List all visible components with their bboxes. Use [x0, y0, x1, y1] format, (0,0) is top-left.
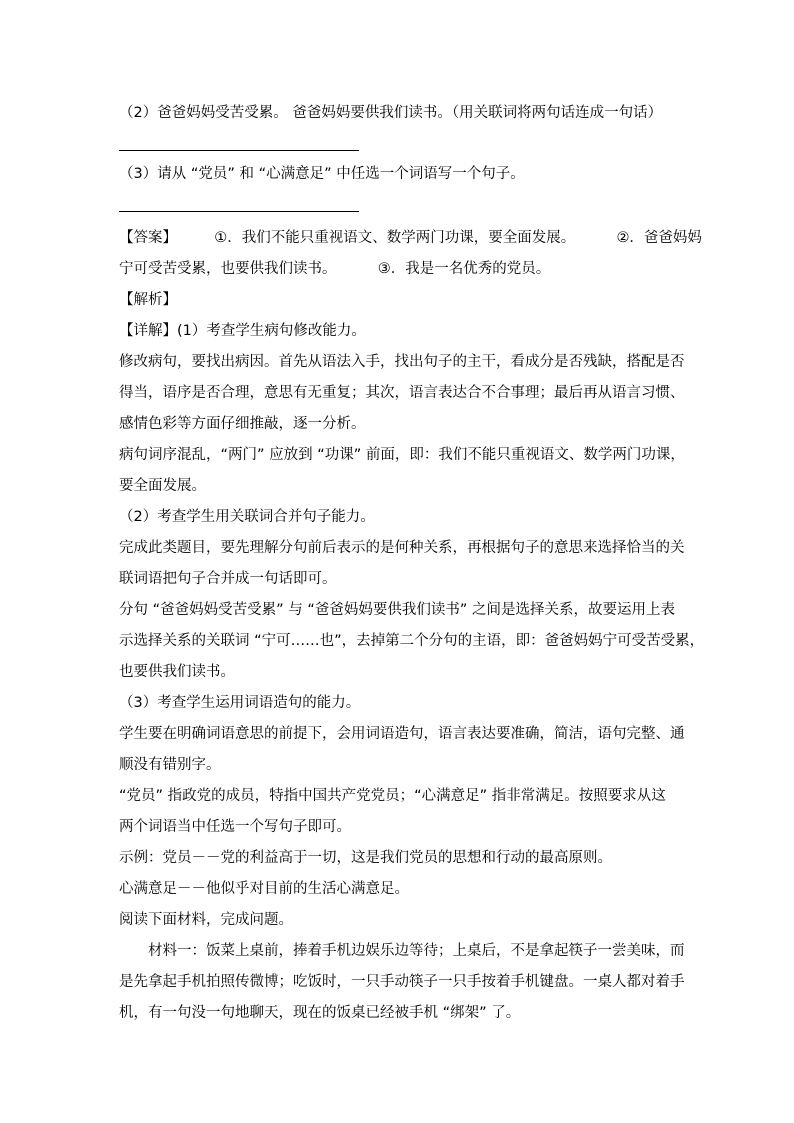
answer-blank-line-3[interactable]: [119, 211, 359, 212]
analysis-line: 顺没有错别字。: [119, 757, 221, 773]
analysis-line: 学生要在明确词语意思的前提下，会用词语造句，语言表达要准确，简洁，语句完整、通: [119, 726, 685, 742]
analysis-line: （3）考查学生运用词语造句的能力。: [119, 695, 361, 711]
analysis-label: 【解析】: [119, 292, 177, 308]
analysis-line: 病句词序混乱，“两门” 应放到 “功课” 前面，即：我们不能只重视语文、数学两门功课，: [119, 447, 685, 463]
analysis-line: 完成此类题目，要先理解分句前后表示的是何种关系，再根据句子的意思来选择恰当的关: [119, 540, 685, 556]
question-2: （2）爸爸妈妈受苦受累。 爸爸妈妈要供我们读书。（用关联词将两句话连成一句话）: [119, 105, 663, 121]
analysis-line: 也要供我们读书。: [119, 664, 235, 680]
answer-2-start: ②．爸爸妈妈: [616, 230, 702, 246]
analysis-line: 修改病句，要找出病因。首先从语法入手，找出句子的主干，看成分是否残缺，搭配是否: [119, 354, 685, 370]
analysis-line: 心满意足－－他似乎对目前的生活心满意足。: [119, 881, 409, 897]
analysis-line: 示例：党员－－党的利益高于一切，这是我们党员的思想和行动的最高原则。: [119, 850, 612, 866]
analysis-line: 两个词语当中任选一个写句子即可。: [119, 819, 351, 835]
answer-2-cont: 宁可受苦受累，也要供我们读书。: [119, 261, 337, 277]
analysis-line: 【详解】(1）考查学生病句修改能力。: [119, 323, 366, 339]
answer-line-1: [119, 228, 702, 248]
reading-line: 材料一：饭菜上桌前，捧着手机边娱乐边等待；上桌后，不是拿起筷子一尝美味，而: [148, 943, 685, 959]
analysis-line: 感情色彩等方面仔细推敲，逐一分析。: [119, 416, 366, 432]
analysis-line: （2）考查学生用关联词合并句子能力。: [119, 509, 375, 525]
reading-intro: 阅读下面材料，完成问题。: [119, 912, 293, 928]
answer-1: ①．我们不能只重视语文、数学两门功课，要全面发展。: [214, 230, 576, 246]
question-3: （3）请从 “党员” 和 “心满意足” 中任选一个词语写一个句子。: [119, 166, 525, 182]
analysis-line: 要全面发展。: [119, 478, 206, 494]
answer-blank-line-2[interactable]: [119, 150, 359, 151]
reading-line: 是先拿起手机拍照传微博；吃饭时，一只手动筷子一只手按着手机键盘。一桌人都对着手: [119, 974, 685, 990]
answer-line-2: [119, 259, 550, 279]
analysis-line: 示选择关系的关联词 “宁可……也”，去掉第二个分句的主语，即：爸爸妈妈宁可受苦受累，: [119, 633, 705, 649]
reading-line: 机，有一句没一句地聊天，现在的饭桌已经被手机 “绑架” 了。: [119, 1005, 521, 1021]
answer-3: ③．我是一名优秀的党员。: [377, 261, 551, 277]
answer-label: 【答案】: [119, 230, 177, 246]
analysis-line: “党员” 指政党的成员，特指中国共产党党员；“心满意足” 指非常满足。按照要求从这: [119, 788, 666, 804]
analysis-line: 联词语把句子合并成一句话即可。: [119, 571, 337, 587]
analysis-line: 分句 “爸爸妈妈受苦受累” 与 “爸爸妈妈要供我们读书” 之间是选择关系，故要运用上表: [119, 602, 675, 618]
analysis-line: 得当，语序是否合理，意思有无重复；其次，语言表达合不合事理；最后再从语言习惯、: [119, 385, 685, 401]
